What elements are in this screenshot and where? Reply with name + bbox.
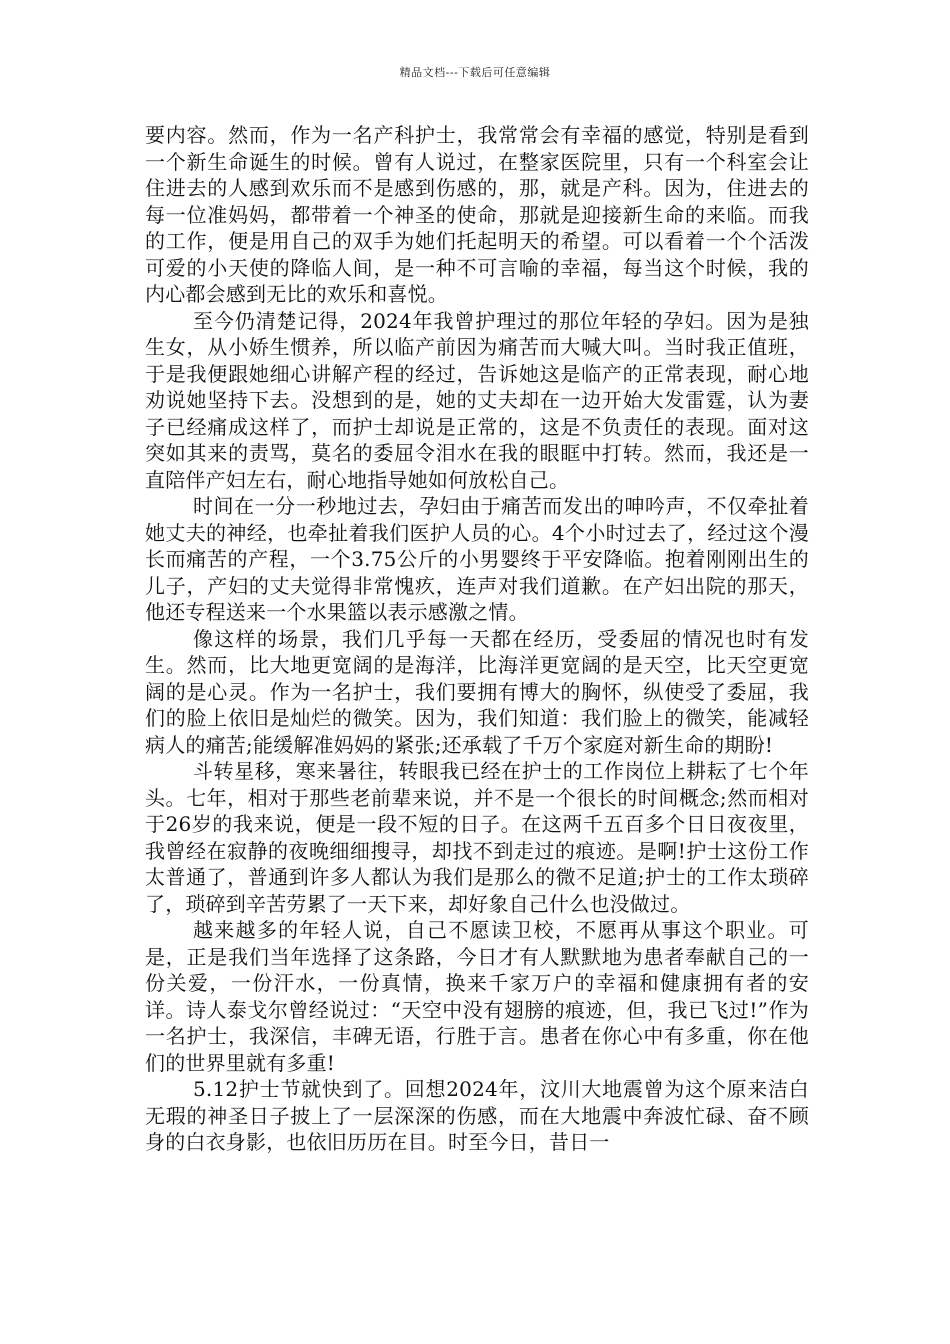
paragraph: 要内容。然而，作为一名产科护士，我常常会有幸福的感觉，特别是看到一个新生命诞生的时候。曾有人说过，在整家医院里，只有一个科室会让住进去的人感到欢乐而不是感到伤感的，那，就是产科。因为，住进去的每一位准妈妈，都带着一个神圣的使命，那就是迎接新生命的来临。而我的工作，便是用自己的双手为她们托起明天的希望。可以看着一个个活泼可爱的小天使的降临人间，是一种不可言喻的幸福，每当这个时候，我的内心都会感到无比的欢乐和喜悦。 [145, 123, 809, 306]
paragraph: 时间在一分一秒地过去，孕妇由于痛苦而发出的呻吟声，不仅牵扯着她丈夫的神经，也牵扯着我们医护人员的心。4个小时过去了，经过这个漫长而痛苦的产程，一个3.75公斤的小男婴终于平安降临。抱着刚刚出生的儿子，产妇的丈夫觉得非常愧疚，连声对我们道歉。在产妇出院的那天，他还专程送来一个水果篮以表示感激之情。 [145, 494, 809, 624]
paragraph: 越来越多的年轻人说，自己不愿读卫校，不愿再从事这个职业。可是，正是我们当年选择了这条路，今日才有人默默地为患者奉献自己的一份关爱，一份汗水，一份真情，换来千家万户的幸福和健康拥有者的安详。诗人泰戈尔曾经说过：“天空中没有翅膀的痕迹，但，我已飞过!”作为一名护士，我深信，丰碑无语，行胜于言。患者在你心中有多重，你在他们的世界里就有多重! [145, 918, 809, 1075]
paragraph: 斗转星移，寒来暑往，转眼我已经在护士的工作岗位上耕耘了七个年头。七年，相对于那些老前辈来说，并不是一个很长的时间概念;然而相对于26岁的我来说，便是一段不短的日子。在这两千五百多个日日夜夜里，我曾经在寂静的夜晚细细搜寻，却找不到走过的痕迹。是啊!护士这份工作太普通了，普通到许多人都认为我们是那么的微不足道;护士的工作太琐碎了，琐碎到辛苦劳累了一天下来，却好象自己什么也没做过。 [145, 759, 809, 916]
paragraph: 5.12护士节就快到了。回想2024年，汶川大地震曾为这个原来洁白无瑕的神圣日子披上了一层深深的伤感，而在大地震中奔波忙碌、奋不顾身的白衣身影，也依旧历历在目。时至今日，昔日一 [145, 1077, 809, 1154]
paragraph: 至今仍清楚记得，2024年我曾护理过的那位年轻的孕妇。因为是独生女，从小娇生惯养，所以临产前因为痛苦而大喊大叫。当时我正值班，于是我便跟她细心讲解产程的经过，告诉她这是临产的正常表现，耐心地劝说她坚持下去。没想到的是，她的丈夫却在一边开始大发雷霆，认为妻子已经痛成这样了，而护士却说是正常的，这是不负责任的表现。面对这突如其来的责骂，莫名的委屈令泪水在我的眼眶中打转。然而，我还是一直陪伴产妇左右，耐心地指导她如何放松自己。 [145, 308, 809, 492]
paragraph: 像这样的场景，我们几乎每一天都在经历，受委屈的情况也时有发生。然而，比大地更宽阔的是海洋，比海洋更宽阔的是天空，比天空更宽阔的是心灵。作为一名护士，我们要拥有博大的胸怀，纵使受了委屈，我们的脸上依旧是灿烂的微笑。因为，我们知道：我们脸上的微笑，能减轻病人的痛苦;能缓解准妈妈的紧张;还承载了千万个家庭对新生命的期盼! [145, 626, 809, 757]
document-body [145, 122, 809, 1156]
page-header: 精品文档---下载后可任意编辑 [399, 66, 551, 79]
